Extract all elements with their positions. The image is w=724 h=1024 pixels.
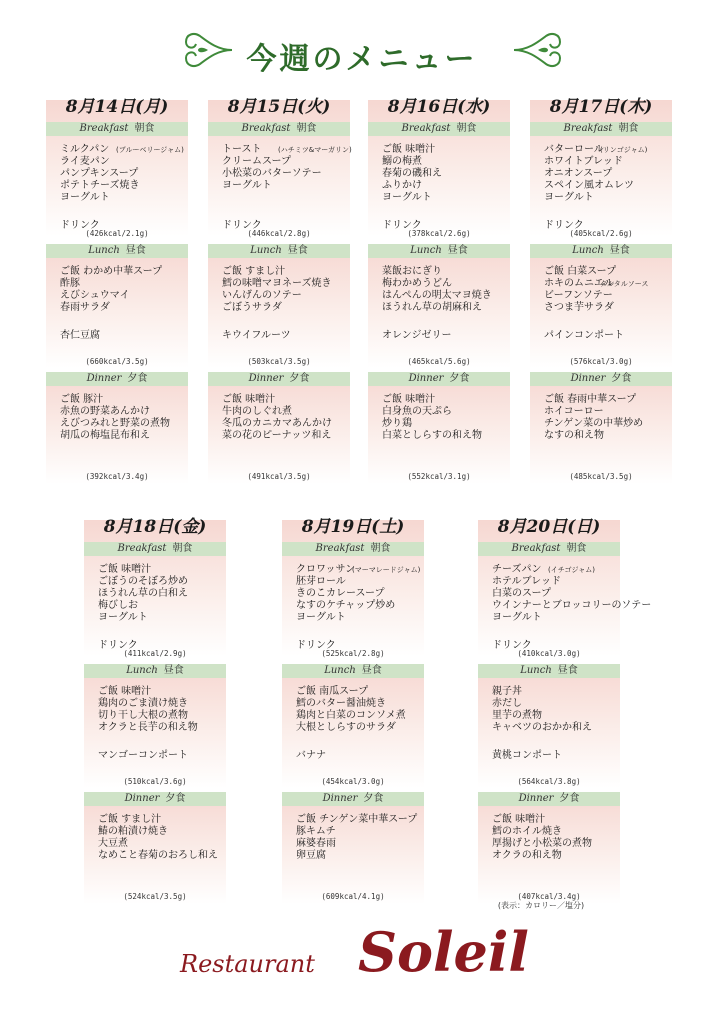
dinner-label-jp: 夕食 xyxy=(611,373,632,384)
lunch-extra: オレンジゼリー xyxy=(382,330,452,341)
menu-item: パンプキンスープ xyxy=(60,168,139,179)
breakfast-extra: ドリンク xyxy=(60,220,100,231)
menu-item: ご飯 味噌汁 xyxy=(492,814,546,825)
menu-item: 大豆煮 xyxy=(98,838,128,849)
dinner-section xyxy=(208,372,350,484)
dinner-label-en: Dinner xyxy=(570,373,606,384)
menu-item: 菜の花のピーナッツ和え xyxy=(222,430,332,441)
breakfast-label-en: Breakfast xyxy=(117,543,167,554)
breakfast-section xyxy=(208,100,350,236)
calorie-info: (491kcal/3.5g) xyxy=(247,472,311,481)
lunch-label-en: Lunch xyxy=(250,245,282,256)
calorie-info: (485kcal/3.5g) xyxy=(569,472,633,481)
breakfast-label-en: Breakfast xyxy=(401,123,451,134)
breakfast-note: (マーマレードジャム) xyxy=(352,566,421,574)
lunch-label-jp: 昼食 xyxy=(287,245,308,256)
day-card xyxy=(46,96,188,484)
lunch-label-en: Lunch xyxy=(88,245,120,256)
menu-item: 大根としらすのサラダ xyxy=(296,722,396,733)
breakfast-section xyxy=(368,100,510,236)
menu-item: ヨーグルト xyxy=(98,612,148,623)
breakfast-header xyxy=(368,122,510,136)
calorie-info: (407kcal/3.4g) xyxy=(517,892,581,901)
breakfast-label-en: Breakfast xyxy=(79,123,129,134)
dinner-label-jp: 夕食 xyxy=(289,373,310,384)
menu-item: 切り干し大根の煮物 xyxy=(98,710,188,721)
dinner-label-en: Dinner xyxy=(518,793,554,804)
menu-item: はんぺんの明太マヨ焼き xyxy=(382,290,492,301)
menu-item: いんげんのソテー xyxy=(222,290,302,301)
menu-item: 鱈のバター醤油焼き xyxy=(296,698,386,709)
day-date: 8月16日(水) xyxy=(387,97,491,117)
lunch-items xyxy=(382,266,510,314)
menu-item: 鶏肉のごま漬け焼き xyxy=(98,698,188,709)
menu-item: ご飯 春雨中華スープ xyxy=(544,394,637,405)
dinner-items xyxy=(60,394,188,442)
calorie-info: (510kcal/3.6g) xyxy=(123,777,187,786)
menu-item: ウインナーとブロッコリーのソテー xyxy=(492,600,652,611)
menu-item: ご飯 すまし汁 xyxy=(222,266,286,277)
calorie-info: (411kcal/2.9g) xyxy=(123,649,187,658)
breakfast-extra: ドリンク xyxy=(222,220,262,231)
menu-item: ご飯 すまし汁 xyxy=(98,814,162,825)
lunch-label-jp: 昼食 xyxy=(125,245,146,256)
menu-item: さつま芋サラダ xyxy=(544,302,614,313)
menu-item: トースト xyxy=(222,144,262,155)
dinner-header xyxy=(84,792,226,806)
dinner-items xyxy=(98,814,226,862)
breakfast-header xyxy=(478,542,620,556)
day-card xyxy=(368,96,510,484)
menu-item: ミルクパン xyxy=(60,144,110,155)
menu-item: 小松菜のバターソテー xyxy=(222,168,322,179)
calorie-info: (576kcal/3.0g) xyxy=(569,357,633,366)
menu-item: スペイン風オムレツ xyxy=(544,180,634,191)
menu-item: 胚芽ロール xyxy=(296,576,346,587)
breakfast-label-jp: 朝食 xyxy=(566,543,587,554)
menu-item: ご飯 白菜スープ xyxy=(544,266,617,277)
menu-item: 冬瓜のカニカマあんかけ xyxy=(222,418,332,429)
breakfast-header xyxy=(282,542,424,556)
dinner-items xyxy=(382,394,510,442)
lunch-header xyxy=(530,244,672,258)
lunch-header xyxy=(478,664,620,678)
breakfast-label-jp: 朝食 xyxy=(134,123,155,134)
menu-item: オクラと長芋の和え物 xyxy=(98,722,198,733)
breakfast-note: (ブルーベリージャム) xyxy=(116,146,184,154)
breakfast-label-jp: 朝食 xyxy=(618,123,639,134)
lunch-label-jp: 昼食 xyxy=(557,665,578,676)
menu-item: ヨーグルト xyxy=(222,180,272,191)
menu-item: ビーフンソテー xyxy=(544,290,613,301)
lunch-label-jp: 昼食 xyxy=(361,665,382,676)
menu-item: ご飯 味噌汁 xyxy=(222,394,276,405)
lunch-header xyxy=(208,244,350,258)
menu-item: ホテルブレッド xyxy=(492,576,561,587)
lunch-extra: マンゴーコンポート xyxy=(98,750,188,761)
breakfast-extra: ドリンク xyxy=(98,640,138,651)
calorie-info: (454kcal/3.0g) xyxy=(321,777,385,786)
menu-item: えびつみれと野菜の煮物 xyxy=(60,418,170,429)
lunch-header xyxy=(46,244,188,258)
breakfast-section xyxy=(46,100,188,236)
dinner-header xyxy=(478,792,620,806)
breakfast-label-jp: 朝食 xyxy=(456,123,477,134)
lunch-section xyxy=(478,664,620,788)
menu-item: 鱈の味噌マヨネーズ焼き xyxy=(222,278,332,289)
menu-item: ホワイトブレッド xyxy=(544,156,623,167)
lunch-items xyxy=(296,686,424,734)
menu-item: クリームスープ xyxy=(222,156,291,167)
menu-item: クロワッサン xyxy=(296,564,355,575)
dinner-section xyxy=(478,792,620,904)
breakfast-section xyxy=(530,100,672,236)
dinner-label-en: Dinner xyxy=(86,373,122,384)
menu-item: 炒り鶏 xyxy=(382,418,412,429)
lunch-section xyxy=(530,244,672,368)
breakfast-extra: ドリンク xyxy=(492,640,532,651)
breakfast-header xyxy=(530,122,672,136)
breakfast-extra: ドリンク xyxy=(296,640,336,651)
day-date: 8月20日(日) xyxy=(497,517,601,537)
breakfast-note: (ハチミツ&マーガリン) xyxy=(278,146,352,154)
dinner-items xyxy=(222,394,350,442)
lunch-section xyxy=(84,664,226,788)
menu-item: ほうれん草の胡麻和え xyxy=(382,302,482,313)
menu-item: なめこと春菊のおろし和え xyxy=(98,850,218,861)
dinner-items xyxy=(296,814,424,862)
calorie-info: (524kcal/3.5g) xyxy=(123,892,187,901)
dinner-section xyxy=(46,372,188,484)
menu-item: ふりかけ xyxy=(382,180,422,191)
breakfast-section xyxy=(84,520,226,656)
menu-item: 麻婆春雨 xyxy=(296,838,336,849)
menu-item: なすのケチャップ炒め xyxy=(296,600,396,611)
menu-item: 酢豚 xyxy=(60,278,80,289)
lunch-extra: パインコンポート xyxy=(544,330,624,341)
lunch-items xyxy=(222,266,350,314)
menu-item: 白菜としらすの和え物 xyxy=(382,430,482,441)
calorie-info: (564kcal/3.8g) xyxy=(517,777,581,786)
breakfast-section xyxy=(478,520,652,658)
breakfast-section xyxy=(282,520,424,656)
menu-item: 里芋の煮物 xyxy=(492,710,542,721)
menu-item: ご飯 チンゲン菜中華スープ xyxy=(296,814,418,825)
menu-item: オクラの和え物 xyxy=(492,850,562,861)
calorie-info: (525kcal/2.8g) xyxy=(321,649,385,658)
menu-item: 春雨サラダ xyxy=(60,302,110,313)
lunch-label-jp: 昼食 xyxy=(447,245,468,256)
lunch-label-en: Lunch xyxy=(324,665,356,676)
breakfast-note: (リンゴジャム) xyxy=(600,146,648,154)
calorie-info: (552kcal/3.1g) xyxy=(407,472,471,481)
breakfast-label-jp: 朝食 xyxy=(172,543,193,554)
menu-item: 鶏肉と白菜のコンソメ煮 xyxy=(296,710,406,721)
calorie-info: (392kcal/3.4g) xyxy=(85,472,149,481)
lunch-label-en: Lunch xyxy=(126,665,158,676)
menu-item: 赤魚の野菜あんかけ xyxy=(60,406,150,417)
menu-item: 牛肉のしぐれ煮 xyxy=(222,406,292,417)
menu-item: 梅わかめうどん xyxy=(382,278,452,289)
menu-item: チンゲン菜の中華炒め xyxy=(544,418,644,429)
menu-item: ご飯 味噌汁 xyxy=(382,394,436,405)
dinner-section xyxy=(84,792,226,904)
lunch-items xyxy=(98,686,226,734)
breakfast-label-en: Breakfast xyxy=(563,123,613,134)
footer xyxy=(0,920,724,1000)
menu-item: 厚揚げと小松菜の煮物 xyxy=(492,838,592,849)
menu-item: 白菜のスープ xyxy=(492,588,551,599)
menu-item: 鰯の梅煮 xyxy=(382,156,422,167)
day-card xyxy=(84,516,226,904)
lunch-header xyxy=(368,244,510,258)
dinner-section xyxy=(368,372,510,484)
calorie-info: (410kcal/3.0g) xyxy=(517,649,581,658)
lunch-section xyxy=(282,664,424,788)
dinner-header xyxy=(208,372,350,386)
lunch-header xyxy=(282,664,424,678)
dinner-header xyxy=(46,372,188,386)
breakfast-extra: ドリンク xyxy=(382,220,422,231)
menu-item: ご飯 南瓜スープ xyxy=(296,686,369,697)
lunch-label-en: Lunch xyxy=(520,665,552,676)
breakfast-label-jp: 朝食 xyxy=(296,123,317,134)
breakfast-header xyxy=(84,542,226,556)
dinner-label-en: Dinner xyxy=(408,373,444,384)
dinner-items xyxy=(544,394,672,442)
menu-item: ごぼうサラダ xyxy=(222,302,282,313)
dinner-label-en: Dinner xyxy=(124,793,160,804)
breakfast-label-en: Breakfast xyxy=(241,123,291,134)
lunch-header xyxy=(84,664,226,678)
calorie-info: (503kcal/3.5g) xyxy=(247,357,311,366)
calorie-info: (465kcal/5.6g) xyxy=(407,357,471,366)
menu-item: 豚キムチ xyxy=(296,826,336,837)
dinner-label-jp: 夕食 xyxy=(559,793,580,804)
lunch-label-jp: 昼食 xyxy=(609,245,630,256)
day-date: 8月15日(火) xyxy=(227,97,331,117)
menu-item: 親子丼 xyxy=(492,686,522,697)
breakfast-items xyxy=(98,564,226,624)
dinner-label-jp: 夕食 xyxy=(165,793,186,804)
dinner-items xyxy=(492,814,620,862)
menu-item: なすの和え物 xyxy=(544,430,604,441)
calorie-info: (426kcal/2.1g) xyxy=(85,229,149,238)
menu-item: ホキのムニエル xyxy=(544,278,614,289)
menu-item: ヨーグルト xyxy=(60,192,110,203)
menu-item: 卵豆腐 xyxy=(296,850,326,861)
flourish-right-icon xyxy=(512,28,568,72)
menu-item: オニオンスープ xyxy=(544,168,613,179)
dinner-label-jp: 夕食 xyxy=(449,373,470,384)
restaurant-name: Soleil xyxy=(358,920,529,984)
menu-item: ライ麦パン xyxy=(60,156,110,167)
calorie-info: (609kcal/4.1g) xyxy=(321,892,385,901)
lunch-label-en: Lunch xyxy=(572,245,604,256)
menu-item: 梅びしお xyxy=(98,600,138,611)
breakfast-header xyxy=(46,122,188,136)
menu-item: 鰆の粕漬け焼き xyxy=(98,826,168,837)
lunch-section xyxy=(368,244,510,368)
menu-item: キャベツのおかか和え xyxy=(492,722,592,733)
menu-item: きのこカレースープ xyxy=(296,588,385,599)
legend-note: (表示：カロリー／塩分) xyxy=(497,901,585,910)
page-title: 今週のメニュー xyxy=(246,42,478,77)
menu-item: ポテトチーズ焼き xyxy=(60,180,140,191)
lunch-items xyxy=(60,266,188,314)
menu-item: ごぼうのそぼろ炒め xyxy=(98,576,188,587)
lunch-extra: キウイフルーツ xyxy=(222,330,291,341)
breakfast-extra: ドリンク xyxy=(544,220,584,231)
restaurant-label: Restaurant xyxy=(180,950,315,978)
dinner-section xyxy=(530,372,672,484)
flourish-left-icon xyxy=(178,28,234,72)
menu-item: チーズパン xyxy=(492,564,542,575)
menu-item: ヨーグルト xyxy=(492,612,542,623)
day-card xyxy=(208,96,350,484)
menu-item: 赤だし xyxy=(492,698,522,709)
menu-item: ご飯 わかめ中華スープ xyxy=(60,266,163,277)
breakfast-header xyxy=(208,122,350,136)
calorie-info: (660kcal/3.5g) xyxy=(85,357,149,366)
breakfast-label-en: Breakfast xyxy=(315,543,365,554)
lunch-label-en: Lunch xyxy=(410,245,442,256)
lunch-section xyxy=(46,244,188,368)
breakfast-note: (イチゴジャム) xyxy=(548,566,596,574)
menu-item: ご飯 味噌汁 xyxy=(98,564,152,575)
menu-item: ヨーグルト xyxy=(544,192,594,203)
breakfast-label-en: Breakfast xyxy=(511,543,561,554)
day-date: 8月19日(土) xyxy=(301,517,405,537)
dinner-label-en: Dinner xyxy=(248,373,284,384)
dinner-label-en: Dinner xyxy=(322,793,358,804)
lunch-items xyxy=(544,266,672,314)
calorie-info: (405kcal/2.6g) xyxy=(569,229,633,238)
menu-item: ヨーグルト xyxy=(382,192,432,203)
menu-item: ヨーグルト xyxy=(296,612,346,623)
lunch-note: タルタルソース xyxy=(600,280,649,288)
lunch-label-jp: 昼食 xyxy=(163,665,184,676)
menu-item: ホイコーロー xyxy=(544,406,604,417)
dinner-label-jp: 夕食 xyxy=(363,793,384,804)
day-card xyxy=(478,516,652,904)
dinner-header xyxy=(530,372,672,386)
lunch-extra: 杏仁豆腐 xyxy=(60,330,100,341)
dinner-header xyxy=(282,792,424,806)
menu-item: えびシュウマイ xyxy=(60,290,130,301)
calorie-info: (446kcal/2.8g) xyxy=(247,229,311,238)
dinner-section xyxy=(282,792,424,904)
day-date: 8月14日(月) xyxy=(65,97,169,117)
lunch-items xyxy=(492,686,620,734)
lunch-extra: バナナ xyxy=(296,750,326,761)
day-card xyxy=(282,516,424,904)
menu-item: 白身魚の天ぷら xyxy=(382,406,452,417)
dinner-label-jp: 夕食 xyxy=(127,373,148,384)
lunch-section xyxy=(208,244,350,368)
menu-item: 胡瓜の梅塩昆布和え xyxy=(60,430,150,441)
day-date: 8月18日(金) xyxy=(103,517,207,537)
menu-item: 春菊の磯和え xyxy=(382,168,442,179)
menu-item: ご飯 味噌汁 xyxy=(98,686,152,697)
lunch-extra: 黄桃コンポート xyxy=(492,750,562,761)
menu-item: バターロール xyxy=(544,144,604,155)
menu-item: ご飯 味噌汁 xyxy=(382,144,436,155)
menu-item: ご飯 豚汁 xyxy=(60,394,104,405)
breakfast-label-jp: 朝食 xyxy=(370,543,391,554)
menu-item: ほうれん草の白和え xyxy=(98,588,188,599)
breakfast-items xyxy=(382,144,510,204)
day-card xyxy=(530,96,672,484)
menu-item: 菜飯おにぎり xyxy=(382,266,442,277)
dinner-header xyxy=(368,372,510,386)
calorie-info: (378kcal/2.6g) xyxy=(407,229,471,238)
menu-item: 鱈のホイル焼き xyxy=(492,826,562,837)
day-date: 8月17日(木) xyxy=(549,97,653,117)
